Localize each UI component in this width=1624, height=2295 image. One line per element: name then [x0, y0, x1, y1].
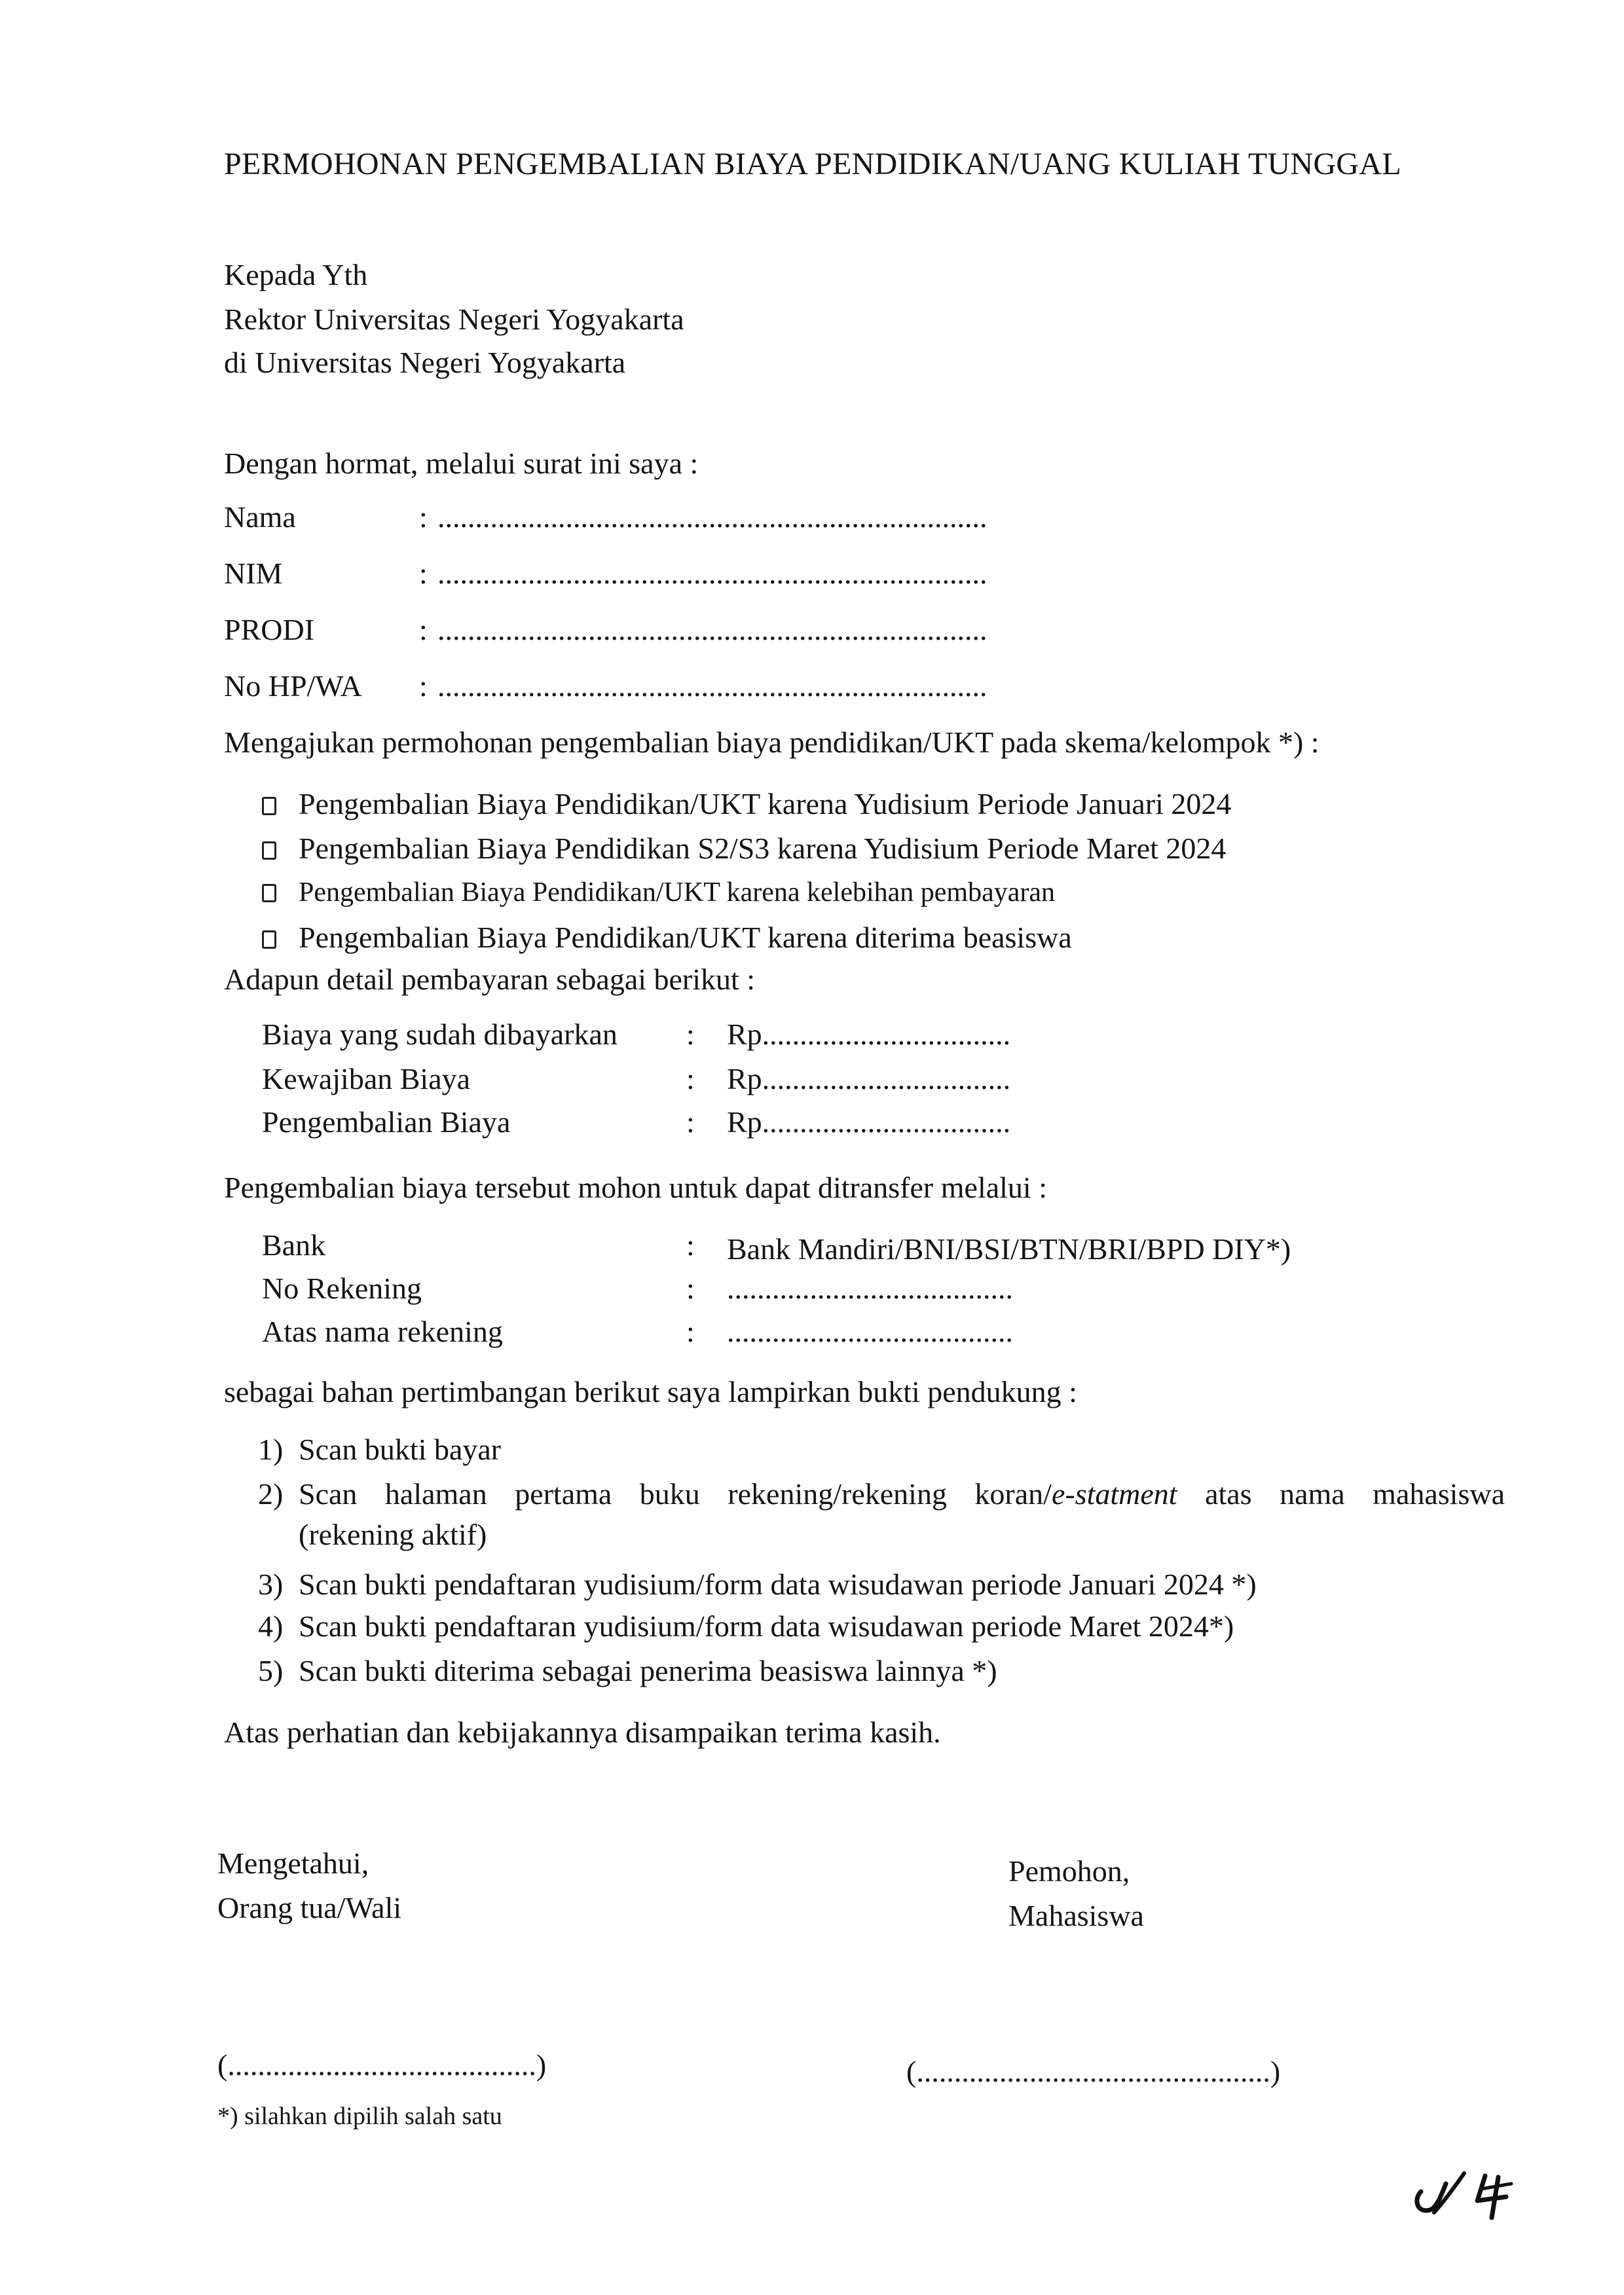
- payment-colon: :: [686, 1062, 695, 1095]
- closing-text: Atas perhatian dan kebijakannya disampaikan terima kasih.: [224, 1716, 941, 1749]
- list-item: Scan bukti diterima sebagai penerima beasiswa lainnya *): [299, 1654, 997, 1687]
- list-item: Scan bukti pendaftaran yudisium/form data wisudawan periode Maret 2024*): [299, 1609, 1234, 1643]
- signature-left-line-2: Orang tua/Wali: [217, 1891, 402, 1924]
- handwritten-mark-icon: [1408, 2157, 1532, 2230]
- list-number: 1): [258, 1433, 284, 1466]
- field-label-hp: No HP/WA: [224, 669, 362, 703]
- signature-right-line-1: Pemohon,: [1008, 1854, 1130, 1888]
- signature-right-line-2: Mahasiswa: [1008, 1899, 1144, 1932]
- option-yudisium-januari[interactable]: [262, 786, 1231, 822]
- payment-value-refund[interactable]: Rp.................................: [727, 1105, 1011, 1139]
- transfer-value-bank[interactable]: Bank Mandiri/BNI/BSI/BTN/BRI/BPD DIY*): [727, 1232, 1291, 1266]
- scheme-intro-text: Mengajukan permohonan pengembalian biaya pendidikan/UKT pada skema/kelompok *) :: [224, 725, 1320, 759]
- recipient-line-2: Rektor Universitas Negeri Yogyakarta: [224, 303, 684, 336]
- recipient-line-3: di Universitas Negeri Yogyakarta: [224, 346, 626, 379]
- list-item-continuation: (rekening aktif): [299, 1518, 487, 1551]
- payment-colon: :: [686, 1105, 695, 1139]
- intro-text: Dengan hormat, melalui surat ini saya :: [224, 447, 699, 480]
- payment-value-paid[interactable]: Rp.................................: [727, 1018, 1011, 1051]
- list-item: Scan bukti bayar: [299, 1433, 502, 1466]
- field-value-prodi[interactable]: .........................................................................: [437, 613, 987, 646]
- field-value-nim[interactable]: .........................................................................: [437, 557, 987, 590]
- attachments-intro-text: sebagai bahan pertimbangan berikut saya lampirkan bukti pendukung :: [224, 1375, 1077, 1408]
- transfer-label: Atas nama rekening: [262, 1315, 503, 1348]
- checkbox[interactable]: [262, 797, 276, 815]
- payment-colon: :: [686, 1018, 695, 1051]
- signature-left-line-1: Mengetahui,: [217, 1846, 369, 1880]
- document-title: PERMOHONAN PENGEMBALIAN BIAYA PENDIDIKAN/UANG KULIAH TUNGGAL: [224, 147, 1401, 181]
- field-colon: :: [419, 500, 428, 534]
- list-number: 3): [258, 1568, 284, 1601]
- option-s2s3-maret[interactable]: [262, 830, 1226, 866]
- field-label-prodi: PRODI: [224, 613, 315, 646]
- payment-label: Pengembalian Biaya: [262, 1105, 511, 1139]
- option-label: Pengembalian Biaya Pendidikan/UKT karena Yudisium Periode Januari 2024: [299, 787, 1232, 820]
- list-number: 2): [258, 1477, 284, 1511]
- field-label-nama: Nama: [224, 500, 296, 534]
- payment-intro-text: Adapun detail pembayaran sebagai berikut :: [224, 963, 756, 996]
- payment-value-obligation[interactable]: Rp.................................: [727, 1062, 1011, 1095]
- list-item-text: atas nama mahasiswa: [1177, 1477, 1505, 1511]
- field-colon: :: [419, 613, 428, 646]
- field-value-hp[interactable]: .........................................................................: [437, 669, 987, 703]
- list-item-italic: e-statment: [1051, 1477, 1177, 1511]
- transfer-colon: :: [686, 1272, 695, 1305]
- option-label: Pengembalian Biaya Pendidikan/UKT karena diterima beasiswa: [299, 921, 1072, 954]
- payment-label: Biaya yang sudah dibayarkan: [262, 1018, 618, 1051]
- checkbox[interactable]: [262, 884, 276, 902]
- option-label: Pengembalian Biaya Pendidikan/UKT karena kelebihan pembayaran: [299, 877, 1055, 908]
- option-label: Pengembalian Biaya Pendidikan S2/S3 karena Yudisium Periode Maret 2024: [299, 832, 1227, 865]
- transfer-intro-text: Pengembalian biaya tersebut mohon untuk dapat ditransfer melalui :: [224, 1171, 1047, 1204]
- list-number: 5): [258, 1654, 284, 1687]
- list-item: Scan bukti pendaftaran yudisium/form data wisudawan periode Januari 2024 *): [299, 1568, 1257, 1601]
- option-beasiswa[interactable]: [262, 919, 1072, 955]
- option-kelebihan-pembayaran[interactable]: [262, 876, 1055, 909]
- field-colon: :: [419, 669, 428, 703]
- field-colon: :: [419, 557, 428, 590]
- transfer-label: Bank: [262, 1228, 326, 1262]
- list-item-text: Scan halaman pertama buku rekening/rekening koran/: [299, 1477, 1052, 1511]
- payment-label: Kewajiban Biaya: [262, 1062, 471, 1095]
- list-item: [299, 1476, 1505, 1512]
- checkbox[interactable]: [262, 930, 276, 949]
- transfer-value-account-number[interactable]: ......................................: [727, 1272, 1013, 1305]
- recipient-line-1: Kepada Yth: [224, 258, 368, 291]
- list-number: 4): [258, 1609, 284, 1643]
- signature-left-blank[interactable]: (.........................................): [217, 2048, 547, 2082]
- field-value-nama[interactable]: .........................................................................: [437, 500, 987, 534]
- transfer-colon: :: [686, 1228, 695, 1262]
- signature-right-blank[interactable]: (...............................................): [906, 2055, 1281, 2088]
- transfer-label: No Rekening: [262, 1272, 422, 1305]
- footnote: *) silahkan dipilih salah satu: [217, 2102, 502, 2130]
- checkbox[interactable]: [262, 841, 276, 860]
- field-label-nim: NIM: [224, 557, 283, 590]
- transfer-value-account-name[interactable]: ......................................: [727, 1315, 1013, 1348]
- transfer-colon: :: [686, 1315, 695, 1348]
